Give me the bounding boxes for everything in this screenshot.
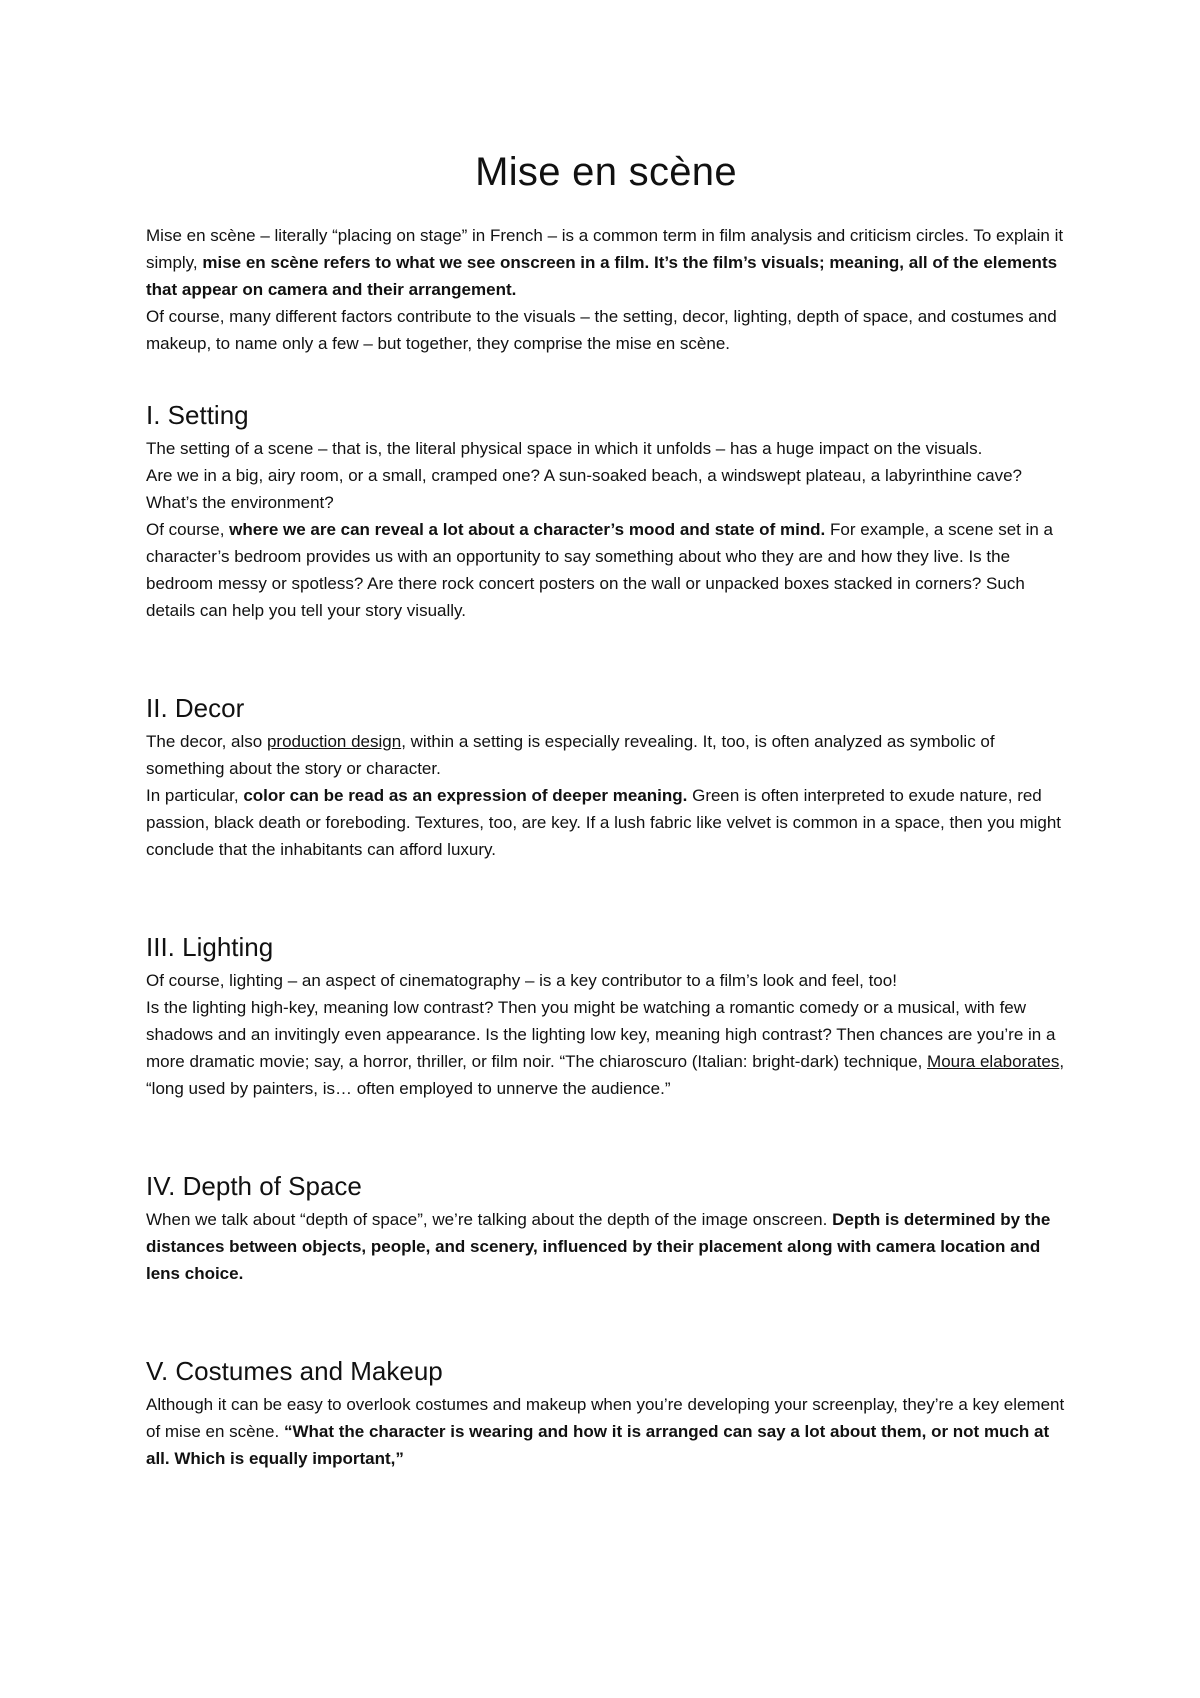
setting-text-a: Of course, <box>146 520 230 539</box>
production-design-link[interactable]: production design <box>266 732 402 751</box>
decor-paragraph-2 <box>146 782 1066 863</box>
decor-text-c: In particular, <box>146 786 244 805</box>
section-heading-costumes: V. Costumes and Makeup <box>146 1356 443 1386</box>
moura-elaborates-link[interactable]: Moura elaborates <box>927 1052 1060 1071</box>
section-costumes-makeup <box>146 1355 1066 1472</box>
depth-paragraph <box>146 1206 1066 1287</box>
decor-paragraph-1 <box>146 728 1066 782</box>
page-title: Mise en scène <box>475 150 737 194</box>
setting-bold-text: where we are can reveal a lot about a character’s mood and state of mind. <box>229 520 826 539</box>
section-heading-lighting: III. Lighting <box>146 932 274 962</box>
intro-paragraph-2: Of course, many different factors contribute to the visuals – the setting, decor, lighting, depth of space, and costumes and makeup, to name only a few – but together, they comprise the mise en scène. <box>146 307 1057 353</box>
decor-bold-text: color can be read as an expression of deeper meaning. <box>243 786 688 805</box>
lighting-paragraph-2 <box>146 994 1066 1102</box>
lighting-text-a: Is the lighting high-key, meaning low contrast? Then you might be watching a romantic comedy or a musical, with few shadows and an invitingly even appearance. Is the lighting low key, meaning high contrast? Then chances are you’re in a more dramatic movie; say, a horror, thriller, or film noir. “The chiaroscuro (Italian: bright-dark) technique, <box>146 998 1056 1071</box>
lighting-text-b: , “long used by painters, is… often employed to unnerve the audience.” <box>146 1052 1065 1098</box>
depth-bold-text: Depth is determined by the distances between objects, people, and scenery, influenced by their placement along with camera location and lens choice. <box>146 1210 1051 1283</box>
intro-paragraph <box>146 222 1066 303</box>
costumes-text: Although it can be easy to overlook costumes and makeup when you’re developing your screenplay, they’re a key element of mise en scène. <box>146 1395 1065 1441</box>
section-heading-depth: IV. Depth of Space <box>146 1171 362 1201</box>
section-depth-of-space <box>146 1170 1066 1287</box>
document-page <box>146 148 1066 1472</box>
decor-text-b: , within a setting is especially revealing. It, too, is often analyzed as symbolic of something about the story or character. <box>146 732 995 778</box>
section-heading-setting: I. Setting <box>146 400 249 430</box>
setting-text-c: For example, a scene set in a character’s bedroom provides us with an opportunity to say something about who they are and how they live. Is the bedroom messy or spotless? Are there rock concert posters on the wall or unpacked boxes stacked in corners? Such details can help you tell your story visually. <box>146 520 1054 620</box>
section-decor <box>146 692 1066 863</box>
decor-text-a: The decor, also <box>146 732 267 751</box>
decor-text-d: Green is often interpreted to exude nature, red passion, black death or foreboding. Textures, too, are key. If a lush fabric like velvet is common in a space, then you might conclude that the inhabitants can afford luxury. <box>146 786 1062 859</box>
section-lighting <box>146 931 1066 1102</box>
lighting-paragraph-1: Of course, lighting – an aspect of cinematography – is a key contributor to a film’s look and feel, too! <box>146 971 897 990</box>
section-heading-decor: II. Decor <box>146 693 245 723</box>
depth-text: When we talk about “depth of space”, we’re talking about the depth of the image onscreen. <box>146 1210 833 1229</box>
setting-paragraph-1: The setting of a scene – that is, the literal physical space in which it unfolds – has a huge impact on the visuals. <box>146 439 983 458</box>
setting-paragraph-2: Are we in a big, airy room, or a small, cramped one? A sun-soaked beach, a windswept plateau, a labyrinthine cave? What’s the environment? <box>146 466 1022 512</box>
costumes-bold-quote: “What the character is wearing and how it is arranged can say a lot about them, or not much at all. Which is equally important,” <box>146 1422 1050 1468</box>
section-setting <box>146 399 1066 624</box>
intro-text: Mise en scène – literally “placing on stage” in French – is a common term in film analysis and criticism circles. To explain it simply, <box>146 226 1064 272</box>
costumes-paragraph <box>146 1391 1066 1472</box>
setting-paragraph-3 <box>146 516 1066 624</box>
intro-bold-text: mise en scène refers to what we see onscreen in a film. It’s the film’s visuals; meaning, all of the elements that appear on camera and their arrangement. <box>146 253 1058 299</box>
intro-section <box>146 222 1066 357</box>
